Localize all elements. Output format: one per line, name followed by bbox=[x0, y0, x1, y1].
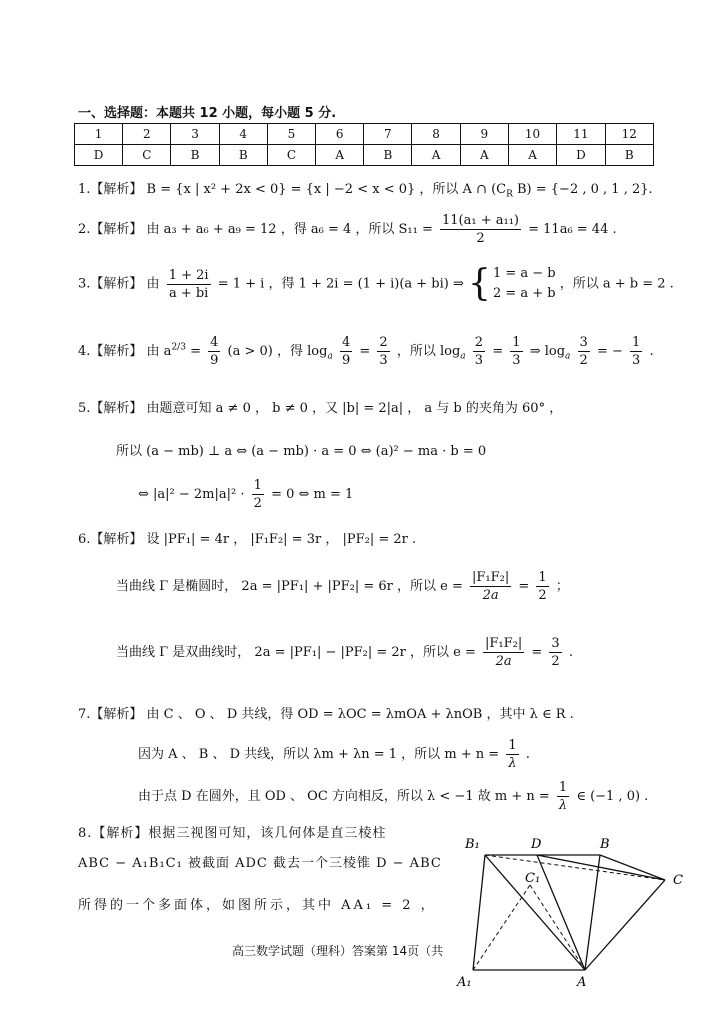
fraction-denominator: 2a bbox=[495, 654, 512, 669]
fraction-denominator: 3 bbox=[474, 353, 484, 368]
problem-label: 3.【解析】 bbox=[78, 276, 143, 292]
problem-7-text-2: 因为 A 、 B 、 D 共线，所以 λm + λn = 1 ，所以 m + n = bbox=[138, 747, 500, 762]
fraction-denominator: λ bbox=[558, 798, 568, 813]
punctuation: . bbox=[568, 645, 573, 660]
fraction-denominator: 2 bbox=[476, 231, 485, 246]
punctuation: ； bbox=[555, 579, 569, 594]
problem-3-text-c: ，所以 a + b = 2 . bbox=[559, 276, 674, 292]
answer-cell: B bbox=[364, 145, 412, 166]
vertex-label: A bbox=[577, 975, 587, 990]
edge-b-c bbox=[600, 855, 665, 880]
fraction-denominator: λ bbox=[508, 756, 517, 771]
edge-c-a bbox=[585, 880, 665, 970]
fraction-denominator: 3 bbox=[632, 353, 641, 368]
answer-cell: A bbox=[316, 145, 364, 166]
log-base: a bbox=[327, 351, 333, 362]
equals-sign: = bbox=[492, 344, 504, 359]
answer-table-answer-row bbox=[75, 145, 654, 166]
fraction-denominator: 9 bbox=[210, 353, 219, 368]
problem-6-hyperbola bbox=[116, 636, 573, 669]
fraction bbox=[549, 636, 561, 669]
fraction bbox=[578, 335, 590, 368]
period: . bbox=[525, 747, 530, 762]
fraction-numerator: 4 bbox=[210, 335, 219, 350]
problem-5-line-2: 所以 (a − mb) ⊥ a ⇔ (a − mb) · a = 0 ⇔ (a)² − ma · b = 0 bbox=[116, 444, 487, 459]
problem-2-text-b: = 11a₆ = 44 . bbox=[528, 222, 617, 237]
edge-d-c bbox=[537, 855, 665, 880]
question-number-cell: 2 bbox=[123, 124, 171, 145]
fraction-denominator: 9 bbox=[341, 353, 351, 368]
vertex-label: D bbox=[531, 837, 542, 852]
fraction-numerator: 4 bbox=[341, 335, 351, 350]
fraction-denominator: a + bi bbox=[168, 285, 209, 301]
fraction bbox=[557, 780, 569, 813]
fraction-numerator: 1 bbox=[253, 478, 262, 493]
question-number-cell: 6 bbox=[316, 124, 364, 145]
edge-b-a bbox=[585, 855, 600, 970]
problem-1-text: B = {x | x² + 2x < 0} = {x | −2 < x < 0} ，所以 A ∩ (C bbox=[146, 182, 507, 197]
problem-label: 2.【解析】 bbox=[78, 222, 143, 237]
fraction bbox=[483, 636, 524, 669]
fraction bbox=[252, 478, 264, 511]
polyhedron-figure bbox=[455, 830, 695, 1020]
problem-label: 5.【解析】 bbox=[78, 401, 143, 416]
fraction bbox=[536, 570, 548, 603]
problem-7-line-1 bbox=[78, 703, 574, 722]
fraction-denominator: 2 bbox=[579, 353, 588, 368]
fraction-denominator: 2 bbox=[538, 588, 547, 603]
edge-d-a bbox=[537, 855, 585, 970]
answer-table-number-row bbox=[75, 124, 654, 145]
question-number-cell: 8 bbox=[412, 124, 460, 145]
problem-5-text-3b: = 0 ⇔ m = 1 bbox=[271, 487, 354, 502]
problem-7-text-3b: ∈ (−1 , 0) . bbox=[576, 789, 649, 804]
answer-cell: C bbox=[123, 145, 171, 166]
exponent: 2/3 bbox=[171, 342, 186, 353]
brace-icon: { bbox=[468, 263, 491, 304]
question-number-cell: 4 bbox=[219, 124, 267, 145]
problem-4-text-e: ，所以 log bbox=[396, 344, 461, 359]
vertex-label: C bbox=[673, 873, 683, 888]
equals-sign: = bbox=[518, 579, 530, 594]
problem-7-text-1: 由 C 、 O 、 D 共线，得 OD = λOC = λmOA + λnOB ，其中 λ ∈ R . bbox=[146, 707, 574, 722]
edge-b1-c1-dashed bbox=[485, 855, 665, 880]
answer-cell: D bbox=[75, 145, 123, 166]
fraction bbox=[208, 335, 220, 368]
section-title: 一、选择题：本题共 12 小题，每小题 5 分. bbox=[78, 106, 337, 121]
fraction-numerator: 1 bbox=[508, 738, 517, 753]
problem-4-text-a: 由 a bbox=[146, 344, 172, 359]
equation-1: 1 = a − b bbox=[492, 266, 556, 281]
equals-sign: = bbox=[359, 344, 375, 359]
problem-4 bbox=[78, 335, 654, 368]
problem-1-tail: B) = {−2 , 0 , 1 , 2}. bbox=[512, 182, 653, 197]
question-number-cell: 5 bbox=[267, 124, 315, 145]
fraction bbox=[440, 213, 521, 246]
problem-3-text-a: 由 bbox=[146, 276, 160, 292]
fraction bbox=[473, 335, 485, 368]
problem-label: 1.【解析】 bbox=[78, 182, 143, 197]
equation-2: 2 = a + b bbox=[492, 286, 556, 301]
fraction bbox=[167, 268, 211, 301]
question-number-cell: 11 bbox=[557, 124, 605, 145]
fraction bbox=[510, 335, 522, 368]
vertex-label: C₁ bbox=[525, 871, 541, 886]
fraction bbox=[377, 335, 389, 368]
problem-2 bbox=[78, 213, 617, 246]
problem-1 bbox=[78, 178, 653, 200]
problem-label: 6.【解析】 bbox=[78, 532, 143, 547]
answer-cell: C bbox=[267, 145, 315, 166]
fraction-numerator: 2 bbox=[474, 335, 484, 350]
question-number-cell: 3 bbox=[171, 124, 219, 145]
page-footer: 高三数学试题（理科）答案第 14页（共 bbox=[232, 944, 444, 958]
fraction-numerator: 1 + 2i bbox=[168, 267, 209, 283]
problem-4-text-c: (a > 0) ，得 log bbox=[227, 344, 328, 359]
problem-1-subscript: R bbox=[506, 189, 513, 200]
answer-cell: B bbox=[219, 145, 267, 166]
answer-table bbox=[74, 123, 654, 166]
problem-7-text-3: 由于点 D 在圆外，且 OD 、 OC 方向相反，所以 λ < −1 故 m + n = bbox=[138, 789, 550, 804]
fraction-numerator: 1 bbox=[538, 570, 547, 585]
answer-cell: B bbox=[171, 145, 219, 166]
fraction-denominator: 2 bbox=[551, 654, 560, 669]
problem-6-ellipse bbox=[116, 570, 569, 603]
equation-system bbox=[493, 264, 556, 304]
problem-8-line-2: ABC − A₁B₁C₁ 被截面 ADC 截去一个三棱锥 D − ABC bbox=[78, 856, 442, 871]
equals-sign: = − bbox=[596, 344, 623, 359]
log-base: a bbox=[565, 351, 571, 362]
problem-7-line-3 bbox=[138, 780, 648, 813]
fraction bbox=[630, 335, 642, 368]
edge-c1-a-dashed bbox=[530, 885, 585, 970]
ellipse-text: 当曲线 Γ 是椭圆时， 2a = |PF₁| + |PF₂| = 6r ，所以 e = bbox=[116, 579, 463, 594]
answer-cell: A bbox=[460, 145, 508, 166]
answer-cell: A bbox=[508, 145, 556, 166]
fraction-numerator: |F₁F₂| bbox=[485, 636, 523, 651]
edge-a1-c1-dashed bbox=[473, 885, 530, 970]
problem-4-text-f: ⇒ log bbox=[529, 344, 566, 359]
problem-2-text-a: 由 a₃ + a₆ + a₉ = 12 ，得 a₆ = 4 ，所以 S₁₁ = bbox=[146, 222, 433, 237]
question-number-cell: 12 bbox=[605, 124, 653, 145]
fraction-denominator: 3 bbox=[379, 353, 388, 368]
fraction-numerator: 1 bbox=[632, 335, 641, 350]
question-number-cell: 9 bbox=[460, 124, 508, 145]
period: . bbox=[649, 344, 654, 359]
problem-label: 7.【解析】 bbox=[78, 707, 143, 722]
problem-5-line-3 bbox=[138, 478, 353, 511]
fraction-denominator: 3 bbox=[512, 353, 521, 368]
problem-3 bbox=[78, 264, 674, 304]
fraction-numerator: 3 bbox=[551, 636, 560, 651]
problem-5-text-1: 由题意可知 a ≠ 0 ， b ≠ 0 ，又 |b| = 2|a| ， a 与 b 的夹角为 60° ， bbox=[146, 401, 563, 416]
fraction-numerator: 11(a₁ + a₁₁) bbox=[442, 213, 519, 228]
problem-8-line-1: 8.【解析】根据三视图可知，该几何体是直三棱柱 bbox=[78, 826, 387, 841]
answer-cell: D bbox=[557, 145, 605, 166]
fraction-numerator: 1 bbox=[558, 780, 568, 795]
fraction bbox=[506, 738, 518, 771]
fraction bbox=[470, 570, 511, 603]
vertex-label: A₁ bbox=[457, 975, 472, 990]
answer-cell: A bbox=[412, 145, 460, 166]
vertex-label: B₁ bbox=[465, 837, 480, 852]
problem-7-line-2 bbox=[138, 738, 530, 771]
question-number-cell: 1 bbox=[75, 124, 123, 145]
fraction-numerator: |F₁F₂| bbox=[472, 570, 510, 585]
vertex-label: B bbox=[600, 837, 610, 852]
problem-6-text-1: 设 |PF₁| = 4r ， |F₁F₂| = 3r ， |PF₂| = 2r . bbox=[146, 532, 417, 547]
log-base: a bbox=[460, 351, 466, 362]
problem-5-line-1 bbox=[78, 397, 562, 416]
fraction-denominator: 2 bbox=[253, 496, 262, 511]
fraction-denominator: 2a bbox=[482, 588, 499, 603]
problem-8-line-3: 所得的一个多面体，如图所示，其中 AA₁ = 2 ， bbox=[78, 898, 437, 913]
edge-b1-a1 bbox=[473, 855, 485, 970]
problem-5-text-3a: ⇔ |a|² − 2m|a|² · bbox=[138, 487, 245, 502]
problem-3-text-b: = 1 + i ，得 1 + 2i = (1 + i)(a + bi) ⇒ bbox=[217, 276, 464, 292]
question-number-cell: 10 bbox=[508, 124, 556, 145]
problem-6-line-1 bbox=[78, 528, 416, 547]
fraction-numerator: 3 bbox=[579, 335, 588, 350]
hyperbola-text: 当曲线 Γ 是双曲线时， 2a = |PF₁| − |PF₂| = 2r ，所以 e = bbox=[116, 645, 476, 660]
fraction bbox=[340, 335, 352, 368]
problem-label: 4.【解析】 bbox=[78, 344, 143, 359]
equals-sign: = bbox=[531, 645, 543, 660]
question-number-cell: 7 bbox=[364, 124, 412, 145]
fraction-numerator: 2 bbox=[379, 335, 388, 350]
equals-sign: = bbox=[190, 344, 201, 359]
fraction-numerator: 1 bbox=[512, 335, 521, 350]
answer-cell: B bbox=[605, 145, 653, 166]
